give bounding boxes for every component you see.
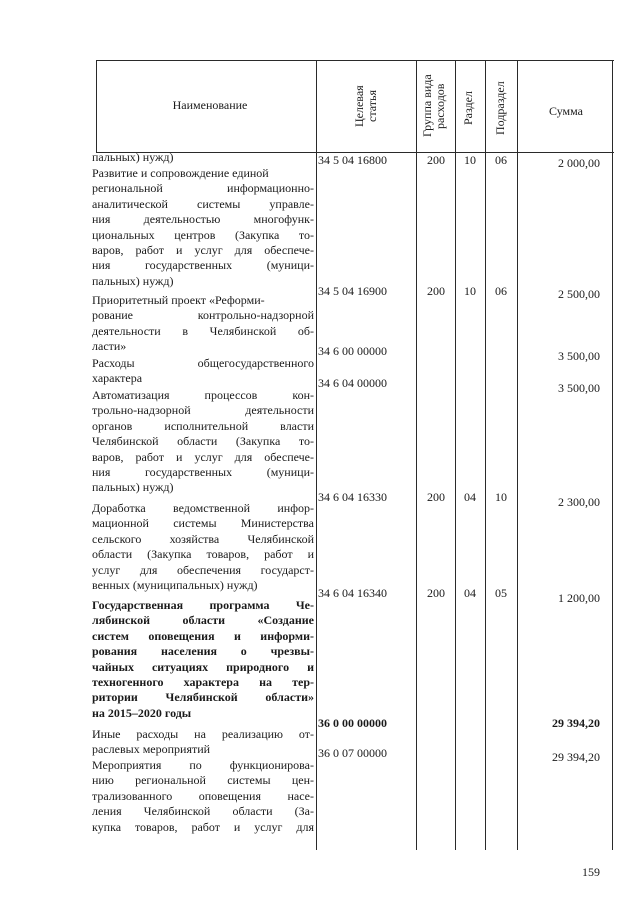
row-name-line: сельского хозяйства Челябинской — [92, 531, 314, 546]
row-name-line: трализованного оповещения насе- — [92, 788, 314, 803]
row-name-line: ласти» — [92, 339, 127, 354]
row-subsection: 06 — [495, 284, 507, 298]
row-sum: 1 200,00 — [558, 591, 600, 605]
row-name-line: Иные расходы на реализацию от- — [92, 727, 314, 741]
row-name-line: аналитической системы управле- — [92, 196, 314, 211]
row-code: 34 6 04 16330 — [318, 490, 387, 504]
row-name-line: варов, работ и услуг для обеспече- — [92, 243, 314, 258]
row-name-line: Приоритетный проект «Реформи- — [92, 293, 265, 307]
row-name-line: рование контрольно-надзорной — [92, 308, 314, 323]
row-sum: 3 500,00 — [558, 349, 600, 363]
row-name — [92, 150, 314, 165]
row-name — [92, 758, 314, 835]
row-subsection: 06 — [495, 153, 507, 167]
row-name-line: пальных) нужд) — [92, 150, 174, 164]
page-number: 159 — [582, 865, 600, 879]
row-name-line: Доработка ведомственной инфор- — [92, 501, 314, 515]
row-name-line: услуг для обеспечения государст- — [92, 562, 314, 577]
row-name-line: Мероприятия по функционирова- — [92, 758, 314, 772]
header-subsection: Подраздел — [493, 81, 507, 135]
row-name-line: ния государственных (муници- — [92, 258, 314, 273]
row-name-line: области (Закупка товаров, работ и — [92, 547, 314, 562]
row-name-line: раслевых мероприятий — [92, 742, 211, 757]
header-sum: Сумма — [549, 104, 583, 118]
column-divider — [416, 60, 417, 850]
column-divider — [455, 60, 456, 850]
row-name-line: систем оповещения и информи- — [92, 628, 314, 643]
row-name-line: мационной системы Министерства — [92, 516, 314, 531]
row-name-line: пальных) нужд) — [92, 273, 174, 288]
row-name-line: региональной информационно- — [92, 181, 314, 196]
row-name-line: лябинской области «Создание — [92, 613, 314, 628]
row-group: 200 — [427, 284, 445, 298]
row-name-line: Расходы общегосударственного — [92, 356, 314, 370]
row-section: 04 — [464, 490, 476, 504]
row-name — [92, 388, 314, 496]
row-code: 34 5 04 16800 — [318, 153, 387, 167]
row-code: 36 0 07 00000 — [318, 746, 387, 760]
row-sum: 29 394,20 — [552, 716, 600, 730]
row-subsection: 05 — [495, 586, 507, 600]
row-name — [92, 166, 314, 289]
row-name-line: варов, работ и услуг для обеспече- — [92, 449, 314, 464]
row-name-line: органов исполнительной власти — [92, 418, 314, 433]
table-left-border — [96, 60, 97, 152]
row-name — [92, 293, 314, 355]
row-section: 04 — [464, 586, 476, 600]
row-name-line: деятельности в Челябинской об- — [92, 323, 314, 338]
row-name-line: Автоматизация процессов кон- — [92, 388, 314, 402]
table-right-border — [612, 60, 613, 850]
row-code: 34 5 04 16900 — [318, 284, 387, 298]
row-name-line: венных (муниципальных) нужд) — [92, 578, 258, 593]
column-divider — [517, 60, 518, 850]
row-name-line: характера — [92, 371, 143, 386]
row-sum: 3 500,00 — [558, 381, 600, 395]
header-group: Группа вида расходов — [420, 74, 447, 138]
row-name-line: Развитие и сопровождение единой — [92, 166, 269, 180]
row-name — [92, 501, 314, 593]
row-name-line: циональных центров (Закупка то- — [92, 227, 314, 242]
row-sum: 2 300,00 — [558, 495, 600, 509]
row-name-line: купка товаров, работ и услуг для — [92, 819, 314, 834]
row-sum: 2 500,00 — [558, 287, 600, 301]
table-top-border — [96, 60, 614, 61]
row-section: 10 — [464, 153, 476, 167]
row-group: 200 — [427, 153, 445, 167]
row-name-line: пальных) нужд) — [92, 480, 174, 495]
row-section: 10 — [464, 284, 476, 298]
row-code: 36 0 00 00000 — [318, 716, 387, 730]
row-name-program — [92, 598, 314, 721]
column-divider — [316, 60, 317, 850]
row-name — [92, 727, 314, 758]
row-name-line: Челябинской области (Закупка то- — [92, 434, 314, 449]
row-code: 34 6 00 00000 — [318, 344, 387, 358]
row-name-line: на 2015–2020 годы — [92, 705, 192, 720]
row-subsection: 10 — [495, 490, 507, 504]
row-sum: 29 394,20 — [552, 750, 600, 764]
row-group: 200 — [427, 586, 445, 600]
row-name-line: ния государственных (муници- — [92, 465, 314, 480]
row-sum: 2 000,00 — [558, 156, 600, 170]
row-name-line: Государственная программа Че- — [92, 598, 314, 612]
row-group: 200 — [427, 490, 445, 504]
row-name-line: чайных ситуациях природного и — [92, 659, 314, 674]
row-code: 34 6 04 16340 — [318, 586, 387, 600]
row-name-line: трольно-надзорной деятельности — [92, 403, 314, 418]
row-name-line: нию региональной системы цен- — [92, 773, 314, 788]
row-name-line: ления Челябинской области (За- — [92, 804, 314, 819]
row-name-line: ритории Челябинской области» — [92, 690, 314, 705]
row-name-line: ния деятельностью многофунк- — [92, 212, 314, 227]
column-divider — [485, 60, 486, 850]
row-name — [92, 356, 314, 387]
header-name: Наименование — [172, 98, 248, 112]
header-code: Целевая статья — [352, 85, 379, 127]
row-name-line: рования населения о чрезвы- — [92, 644, 314, 659]
header-section: Раздел — [461, 91, 475, 125]
row-name-line: техногенного характера на тер- — [92, 675, 314, 690]
row-code: 34 6 04 00000 — [318, 376, 387, 390]
